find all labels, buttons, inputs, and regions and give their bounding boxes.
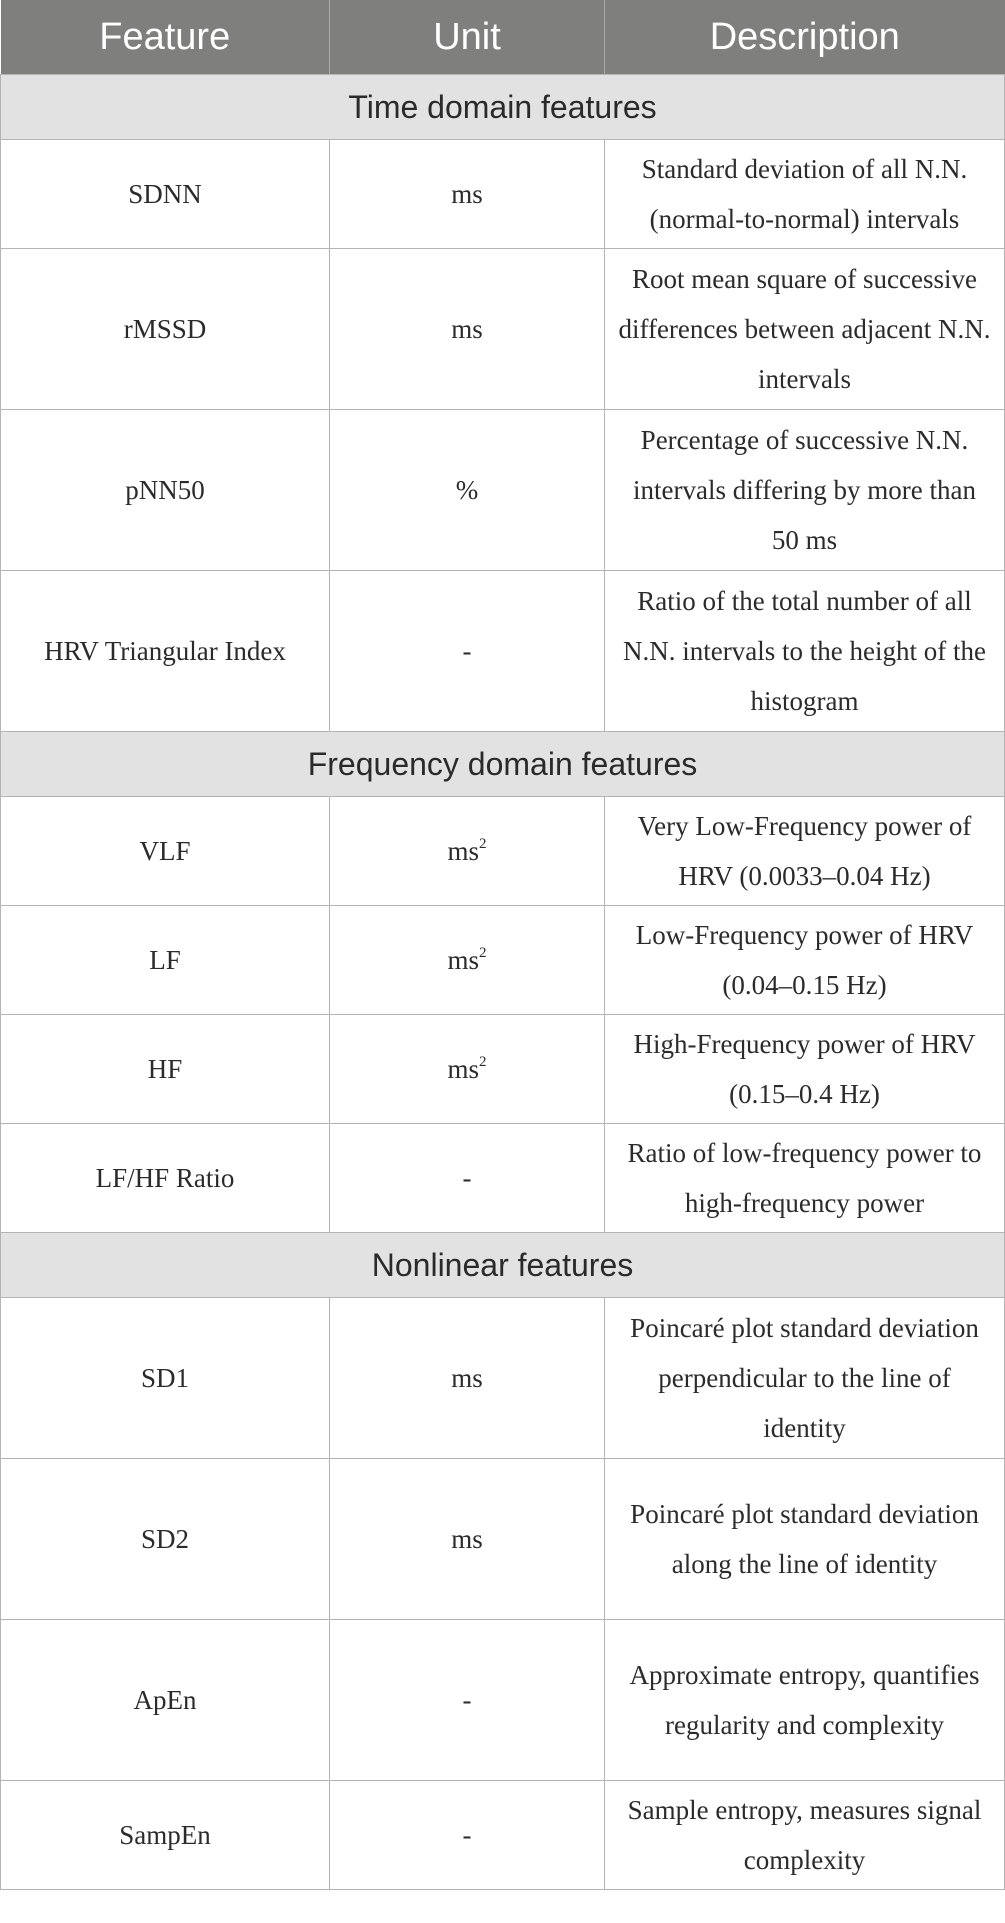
unit-superscript: 2 (479, 945, 487, 961)
description-cell: Ratio of the total number of all N.N. intervals to the height of the histogram (605, 571, 1005, 732)
description-cell: Standard deviation of all N.N. (normal-to-normal) intervals (605, 140, 1005, 249)
feature-cell: HRV Triangular Index (1, 571, 330, 732)
unit-text: ms (447, 1054, 479, 1084)
table-row (1, 249, 1005, 410)
unit-text: ms (451, 314, 483, 344)
unit-text: ms (451, 1363, 483, 1393)
feature-cell: SampEn (1, 1781, 330, 1890)
table-row (1, 1124, 1005, 1233)
description-cell: Sample entropy, measures signal complexity (605, 1781, 1005, 1890)
unit-text: ms (447, 836, 479, 866)
unit-cell (330, 140, 605, 249)
section-title: Frequency domain features (1, 732, 1005, 797)
section-row (1, 75, 1005, 140)
unit-superscript: 2 (479, 836, 487, 852)
feature-cell: SDNN (1, 140, 330, 249)
table-header (1, 0, 1005, 75)
unit-text: ms (447, 945, 479, 975)
table-row (1, 140, 1005, 249)
section-title: Time domain features (1, 75, 1005, 140)
unit-text: ms (451, 1524, 483, 1554)
description-cell: Root mean square of successive differences between adjacent N.N. intervals (605, 249, 1005, 410)
feature-cell: LF/HF Ratio (1, 1124, 330, 1233)
table-row (1, 571, 1005, 732)
table-row (1, 797, 1005, 906)
unit-cell (330, 249, 605, 410)
unit-text: - (462, 1685, 472, 1715)
table-row (1, 410, 1005, 571)
unit-cell (330, 1620, 605, 1781)
unit-superscript: 2 (479, 1054, 487, 1070)
feature-cell: HF (1, 1015, 330, 1124)
unit-cell (330, 1015, 605, 1124)
description-cell: Approximate entropy, quantifies regularity and complexity (605, 1620, 1005, 1781)
unit-cell (330, 571, 605, 732)
table-row (1, 1015, 1005, 1124)
unit-text: ms (451, 179, 483, 209)
unit-text: - (462, 1820, 472, 1850)
unit-cell (330, 410, 605, 571)
table-row (1, 1459, 1005, 1620)
section-row (1, 1233, 1005, 1298)
description-cell: High-Frequency power of HRV (0.15–0.4 Hz) (605, 1015, 1005, 1124)
section-title: Nonlinear features (1, 1233, 1005, 1298)
unit-cell (330, 1298, 605, 1459)
feature-cell: VLF (1, 797, 330, 906)
unit-cell (330, 1781, 605, 1890)
table-body (1, 75, 1005, 1890)
description-cell: Poincaré plot standard deviation perpendicular to the line of identity (605, 1298, 1005, 1459)
table-row (1, 1620, 1005, 1781)
unit-cell (330, 1124, 605, 1233)
feature-cell: pNN50 (1, 410, 330, 571)
header-unit: Unit (330, 0, 605, 75)
feature-cell: rMSSD (1, 249, 330, 410)
feature-cell: SD1 (1, 1298, 330, 1459)
header-row (1, 0, 1005, 75)
description-cell: Poincaré plot standard deviation along the line of identity (605, 1459, 1005, 1620)
feature-cell: LF (1, 906, 330, 1015)
feature-cell: ApEn (1, 1620, 330, 1781)
section-row (1, 732, 1005, 797)
table-row (1, 1781, 1005, 1890)
header-feature: Feature (1, 0, 330, 75)
table-row (1, 906, 1005, 1015)
description-cell: Percentage of successive N.N. intervals differing by more than 50 ms (605, 410, 1005, 571)
description-cell: Ratio of low-frequency power to high-frequency power (605, 1124, 1005, 1233)
feature-cell: SD2 (1, 1459, 330, 1620)
header-description: Description (605, 0, 1005, 75)
unit-text: - (462, 1163, 472, 1193)
unit-cell (330, 1459, 605, 1620)
unit-text: - (462, 636, 472, 666)
description-cell: Low-Frequency power of HRV (0.04–0.15 Hz) (605, 906, 1005, 1015)
unit-cell (330, 906, 605, 1015)
description-cell: Very Low-Frequency power of HRV (0.0033–0.04 Hz) (605, 797, 1005, 906)
table-row (1, 1298, 1005, 1459)
unit-cell (330, 797, 605, 906)
unit-text: % (455, 475, 479, 505)
